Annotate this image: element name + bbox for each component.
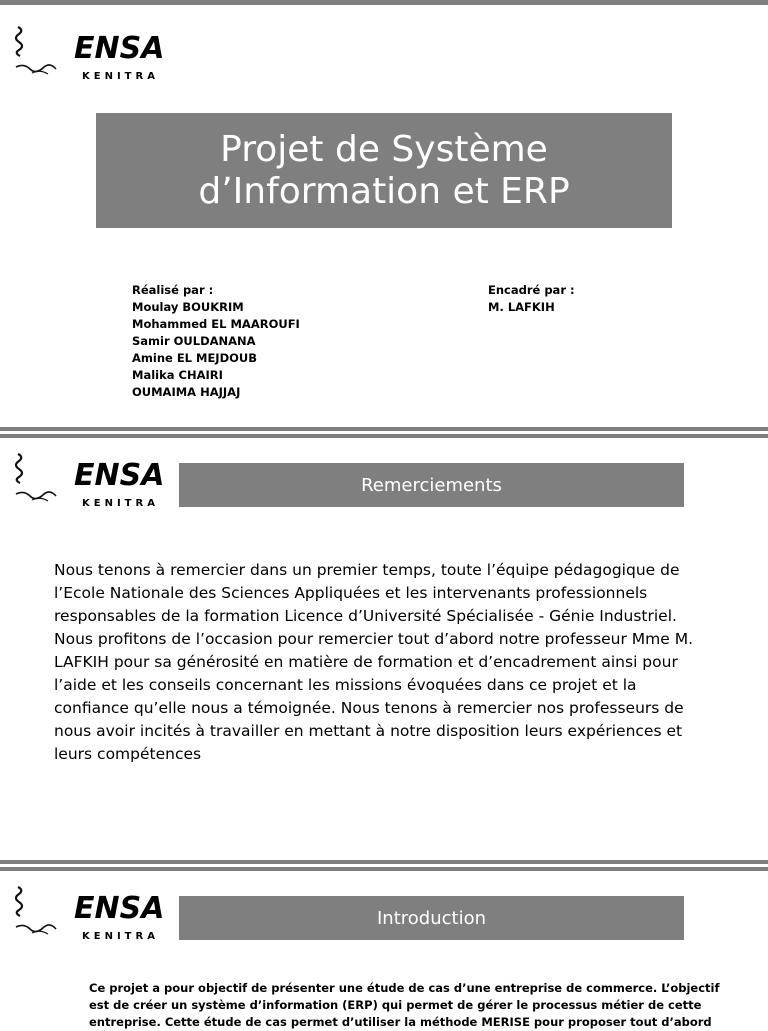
svg-text:ENSA: ENSA <box>74 458 165 493</box>
encadre-label: Encadré par : <box>488 283 575 297</box>
slide-introduction <box>0 871 768 1029</box>
title-line-1: Projet de Système <box>220 128 548 170</box>
slide-title <box>0 5 768 427</box>
svg-text:ENSA: ENSA <box>74 891 165 926</box>
realise-label: Réalisé par : <box>132 283 214 297</box>
remerciements-paragraph: Nous tenons à remercier dans un premier temps, toute l’équipe pédagogique de l’Ecole Nationale des Sciences Appliquées et les intervenants professionnels responsables de la formation Licence d’Université Spécialisée - Génie Industriel. Nous profitons de l’occasion pour remercier tout d’abord notre professeur Mme M. LAFKIH pour sa générosité en matière de formation et d’encadrement ainsi pour l’aide et les conseils concernant les missions évoquées dans ce projet et la confiance qu’elle nous a témoignée. Nous tenons à remercier nos professeurs de nous avoir incités à travailler en mettant à notre disposition leurs expériences et leurs compétences <box>54 561 694 763</box>
intro-line-1: Ce projet a pour objectif de présenter une étude de cas d’une entreprise de commerce. L’objectif <box>89 981 720 995</box>
slide1-title-box <box>96 113 672 228</box>
ibn-tofail-emblem-icon <box>12 23 172 85</box>
supervisor-block <box>488 282 575 316</box>
intro-line-3: entreprise. Cette étude de cas permet d’utiliser la méthode MERISE pour proposer tout d’abord <box>89 1015 712 1029</box>
author-2: Mohammed EL MAAROUFI <box>132 317 300 331</box>
authors-block <box>132 282 300 401</box>
ensa-logo <box>12 883 172 943</box>
svg-text:KENITRA: KENITRA <box>82 71 159 82</box>
svg-text:KENITRA: KENITRA <box>82 498 159 509</box>
ensa-logo <box>12 450 172 510</box>
title-line-2: d’Information et ERP <box>198 170 570 212</box>
ibn-tofail-emblem-icon <box>12 883 172 945</box>
supervisor-name: M. LAFKIH <box>488 300 555 314</box>
svg-text:ENSA: ENSA <box>74 31 165 66</box>
slide2-title-box <box>179 463 684 507</box>
separator-2a <box>0 860 768 864</box>
ibn-tofail-emblem-icon <box>12 450 172 512</box>
author-6: OUMAIMA HAJJAJ <box>132 385 241 399</box>
svg-text:KENITRA: KENITRA <box>82 931 159 942</box>
author-3: Samir OULDANANA <box>132 334 256 348</box>
author-5: Malika CHAIRI <box>132 368 223 382</box>
slide2-title: Remerciements <box>361 474 502 496</box>
introduction-text <box>89 980 720 1031</box>
author-1: Moulay BOUKRIM <box>132 300 244 314</box>
ensa-logo <box>12 23 172 83</box>
slide3-title: Introduction <box>376 907 486 929</box>
slide3-title-box <box>179 896 684 940</box>
separator-1a <box>0 427 768 431</box>
author-4: Amine EL MEJDOUB <box>132 351 258 365</box>
intro-line-2: est de créer un système d’information (ERP) qui permet de gérer le processus métier de cette <box>89 998 702 1012</box>
slide-remerciements <box>0 438 768 860</box>
